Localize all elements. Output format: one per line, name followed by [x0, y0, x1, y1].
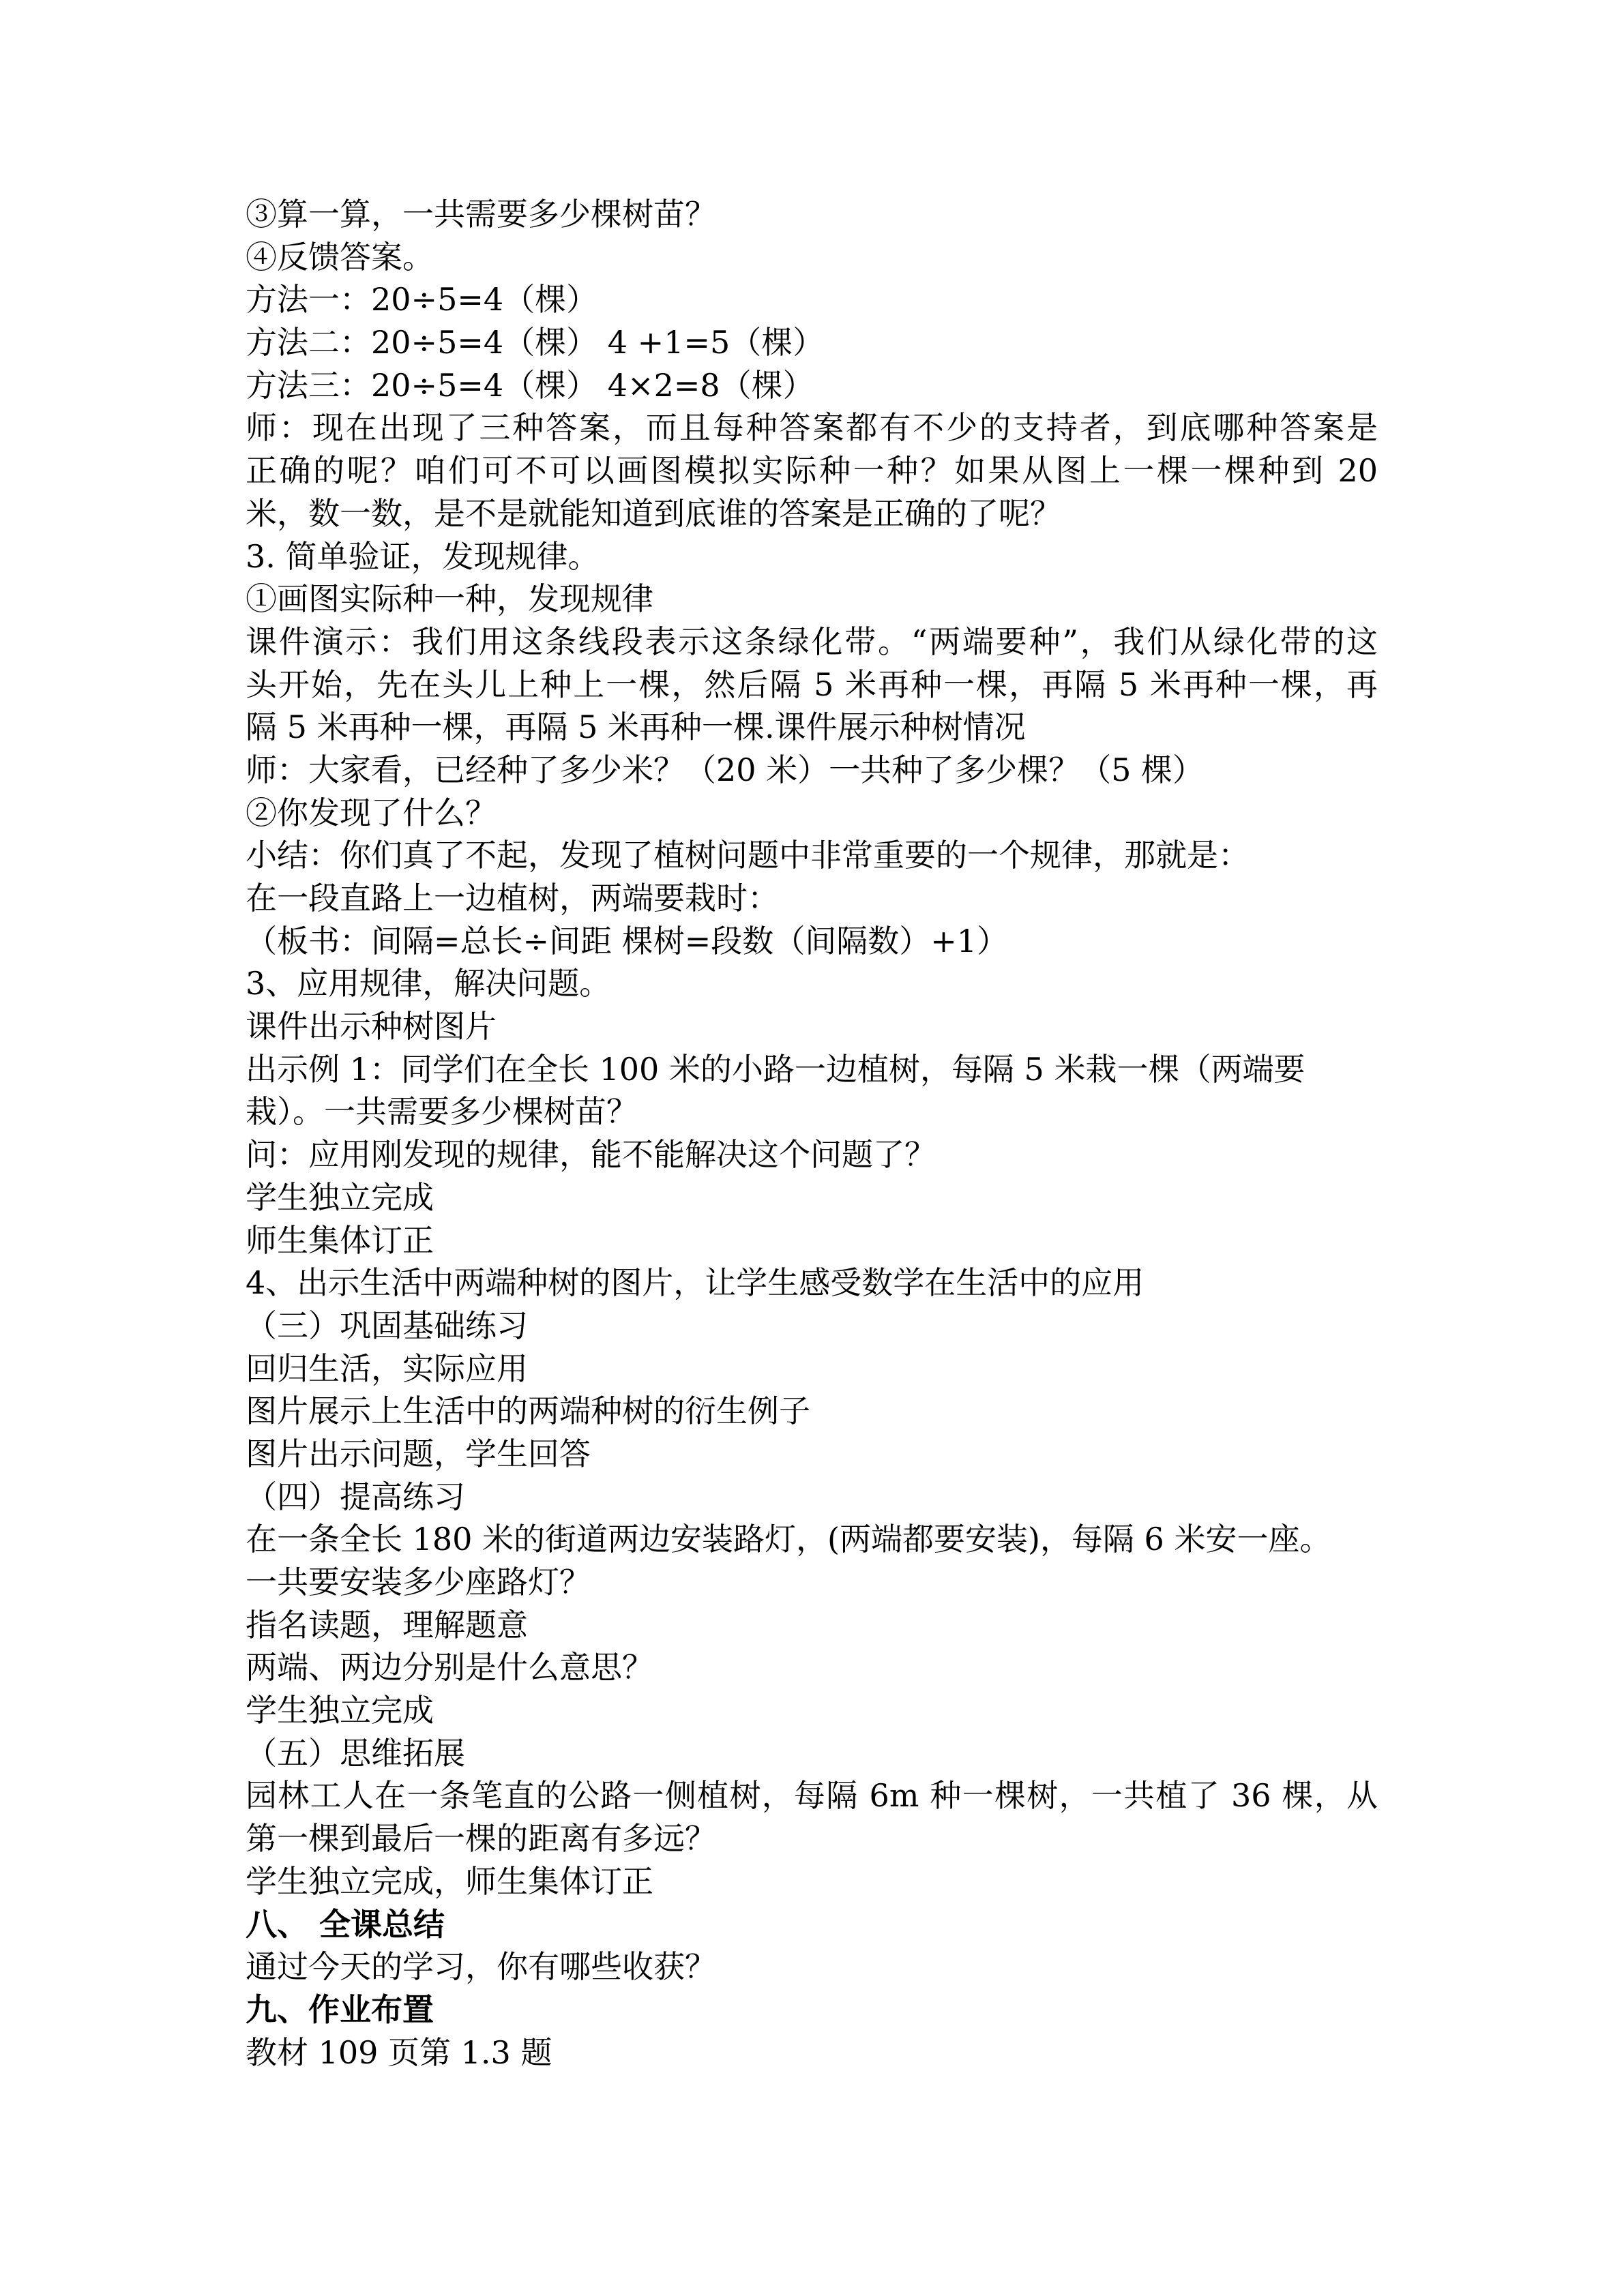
section-heading: 3. 简单验证，发现规律。 [246, 537, 600, 575]
text-line: 学生独立完成 [246, 1178, 434, 1216]
text-line: 小结：你们真了不起，发现了植树问题中非常重要的一个规律，那就是： [246, 837, 1250, 874]
text-line: 指名读题，理解题意 [246, 1606, 528, 1643]
text-line: 米，数一数，是不是就能知道到底谁的答案是正确的了呢？ [246, 494, 1061, 532]
text-line: （板书：间隔=总长÷间距 棵树=段数（间隔数）+1） [246, 922, 1009, 959]
section-heading: 4、出示生活中两端种树的图片，让学生感受数学在生活中的应用 [246, 1264, 1145, 1302]
text-line: 课件出示种树图片 [246, 1008, 497, 1045]
text-line: 头开始，先在头儿上种上一棵，然后隔 5 米再种一棵，再隔 5 米再种一棵，再 [246, 666, 1378, 703]
text-line: 师生集体订正 [246, 1221, 434, 1259]
text-line: 回归生活，实际应用 [246, 1350, 528, 1387]
text-line: 师：现在出现了三种答案，而且每种答案都有不少的支持者，到底哪种答案是 [246, 409, 1378, 447]
text-line: ③算一算，一共需要多少棵树苗？ [246, 196, 716, 233]
text-line: ④反馈答案。 [246, 238, 434, 275]
section-heading: 九、作业布置 [246, 1991, 434, 2028]
text-line: 出示例 1：同学们在全长 100 米的小路一边植树，每隔 5 米栽一棵（两端要 [246, 1050, 1305, 1088]
section-heading: 3、应用规律，解决问题。 [246, 965, 611, 1002]
text-line: 方法二：20÷5=4（棵） 4 +1=5（棵） [246, 324, 825, 361]
text-line: 学生独立完成，师生集体订正 [246, 1862, 653, 1900]
section-heading: （四）提高练习 [246, 1478, 465, 1515]
text-line: 教材 109 页第 1.3 题 [246, 2033, 552, 2071]
section-heading: （五）思维拓展 [246, 1734, 465, 1772]
text-line: 一共要安装多少座路灯？ [246, 1564, 591, 1600]
text-line: 课件演示：我们用这条线段表示这条绿化带。“两端要种”，我们从绿化带的这 [246, 623, 1378, 660]
text-line: 图片出示问题，学生回答 [246, 1435, 591, 1472]
text-line: 在一条全长 180 米的街道两边安装路灯，(两端都要安装)，每隔 6 米安一座。 [246, 1521, 1331, 1558]
section-heading: 八、 全课总结 [246, 1905, 445, 1943]
text-line: 问：应用刚发现的规律，能不能解决这个问题了？ [246, 1136, 936, 1174]
text-line: ①画图实际种一种，发现规律 [246, 580, 653, 618]
text-line: 通过今天的学习，你有哪些收获？ [246, 1948, 716, 1986]
text-line: 师：大家看，已经种了多少米？（20 米）一共种了多少棵？（5 棵） [246, 751, 1205, 788]
text-line: 第一棵到最后一棵的距离有多远？ [246, 1820, 716, 1858]
text-line: 隔 5 米再种一棵，再隔 5 米再种一棵.课件展示种树情况 [246, 709, 1026, 746]
text-line: 两端、两边分别是什么意思？ [246, 1649, 653, 1686]
text-line: 园林工人在一条笔直的公路一侧植树，每隔 6m 种一棵树，一共植了 36 棵，从 [246, 1777, 1378, 1815]
text-line: 图片展示上生活中的两端种树的衍生例子 [246, 1392, 810, 1430]
text-line: 方法一：20÷5=4（棵） [246, 281, 598, 318]
document-body [246, 193, 1378, 2074]
text-line: 在一段直路上一边植树，两端要栽时： [246, 880, 779, 916]
text-line: 正确的呢？咱们可不可以画图模拟实际种一种？如果从图上一棵一棵种到 20 [246, 452, 1378, 490]
section-heading: （三）巩固基础练习 [246, 1307, 528, 1344]
text-line: 方法三：20÷5=4（棵） 4×2=8（棵） [246, 366, 814, 404]
text-line: ②你发现了什么？ [246, 794, 497, 831]
text-line: 栽）。一共需要多少棵树苗？ [246, 1093, 638, 1131]
text-line: 学生独立完成 [246, 1692, 434, 1729]
